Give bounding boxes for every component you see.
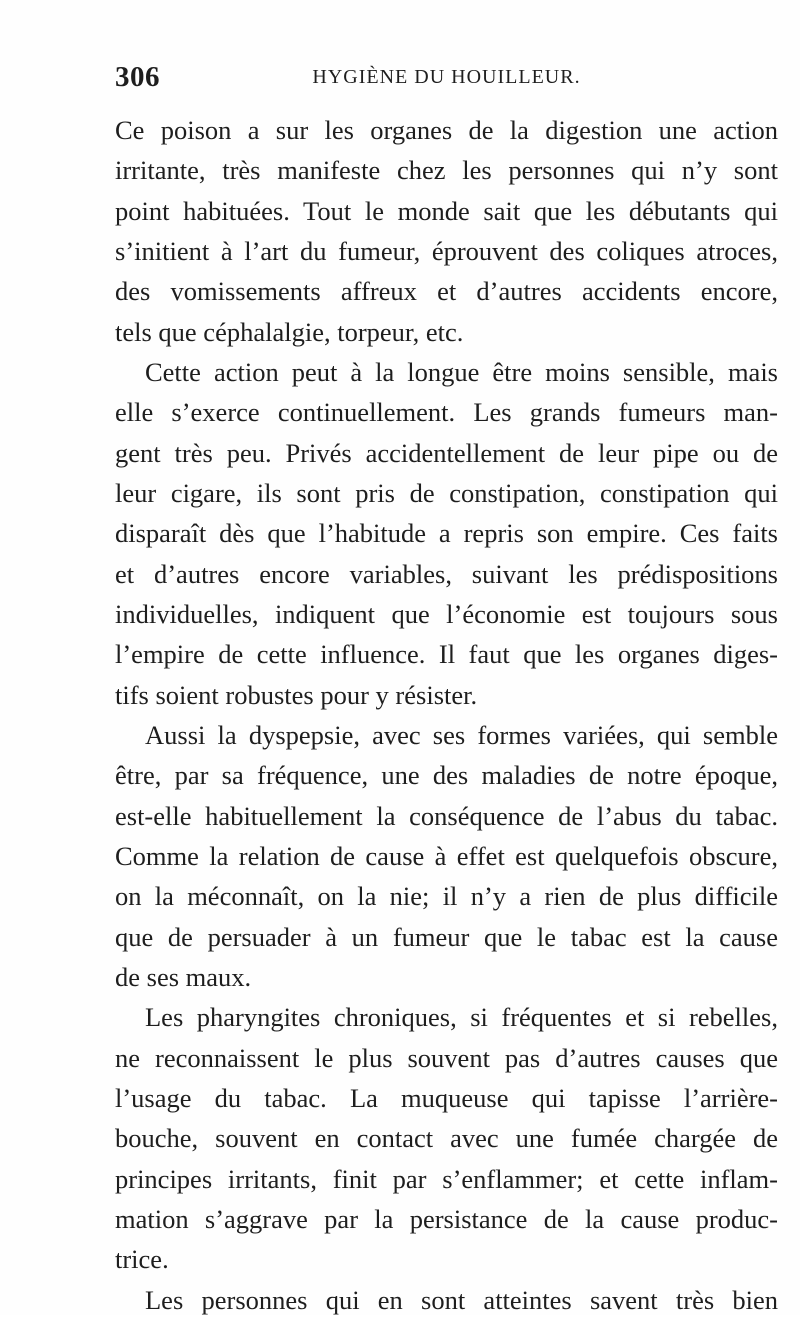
- text-line: point habituées. Tout le monde sait que les débutants qui: [115, 195, 778, 226]
- text-line: que de persuader à un fumeur que le tabac est la cause: [115, 921, 778, 952]
- text-line: tels que céphalalgie, torpeur, etc.: [115, 316, 464, 347]
- text-line: gent très peu. Privés accidentellement de leur pipe ou de: [115, 437, 778, 468]
- text-line: Comme la relation de cause à effet est quelquefois obscure,: [115, 840, 778, 871]
- body-text: [115, 110, 778, 1320]
- page-number: 306: [115, 61, 160, 93]
- text-line: l’usage du tabac. La muqueuse qui tapisse l’arrière-: [115, 1082, 778, 1113]
- text-line: disparaît dès que l’habitude a repris son empire. Ces faits: [115, 518, 778, 549]
- text-line: individuelles, indiquent que l’économie est toujours sous: [115, 598, 778, 629]
- text-line: tifs soient robustes pour y résister.: [115, 679, 478, 710]
- text-line: Ce poison a sur les organes de la digestion une action: [115, 115, 778, 145]
- text-line: s’initient à l’art du fumeur, éprouvent des coliques atroces,: [115, 235, 778, 266]
- text-line: Aussi la dyspepsie, avec ses formes variées, qui semble: [145, 719, 778, 750]
- text-line: irritante, très manifeste chez les personnes qui n’y sont: [115, 155, 778, 186]
- text-line: Cette action peut à la longue être moins sensible, mais: [145, 356, 778, 387]
- text-line: bouche, souvent en contact avec une fumée chargée de: [115, 1123, 778, 1154]
- text-line: principes irritants, finit par s’enflammer; et cette inflam-: [115, 1163, 778, 1194]
- text-line: elle s’exerce continuellement. Les grands fumeurs man-: [115, 397, 778, 428]
- text-line: Les pharyngites chroniques, si fréquentes et si rebelles,: [145, 1002, 778, 1033]
- text-line: ne reconnaissent le plus souvent pas d’autres causes que: [115, 1042, 778, 1073]
- text-line: trice.: [115, 1244, 169, 1275]
- text-line: être, par sa fréquence, une des maladies de notre époque,: [115, 760, 778, 791]
- running-title: HYGIÈNE DU HOUILLEUR.: [312, 66, 581, 88]
- text-line: l’empire de cette influence. Il faut que les organes diges-: [115, 639, 778, 670]
- text-line: et d’autres encore variables, suivant les prédispositions: [115, 558, 778, 589]
- text-line: on la méconnaît, on la nie; il n’y a rien de plus difficile: [115, 881, 778, 912]
- text-line: Les personnes qui en sont atteintes savent très bien: [145, 1284, 778, 1315]
- text-line: est-elle habituellement la conséquence de l’abus du tabac.: [115, 800, 778, 831]
- text-line: des vomissements affreux et d’autres accidents encore,: [115, 276, 778, 307]
- running-header: [115, 60, 778, 94]
- text-line: mation s’aggrave par la persistance de la cause produc-: [115, 1203, 778, 1234]
- text-line: leur cigare, ils sont pris de constipation, constipation qui: [115, 477, 778, 508]
- text-line: de ses maux.: [115, 961, 252, 992]
